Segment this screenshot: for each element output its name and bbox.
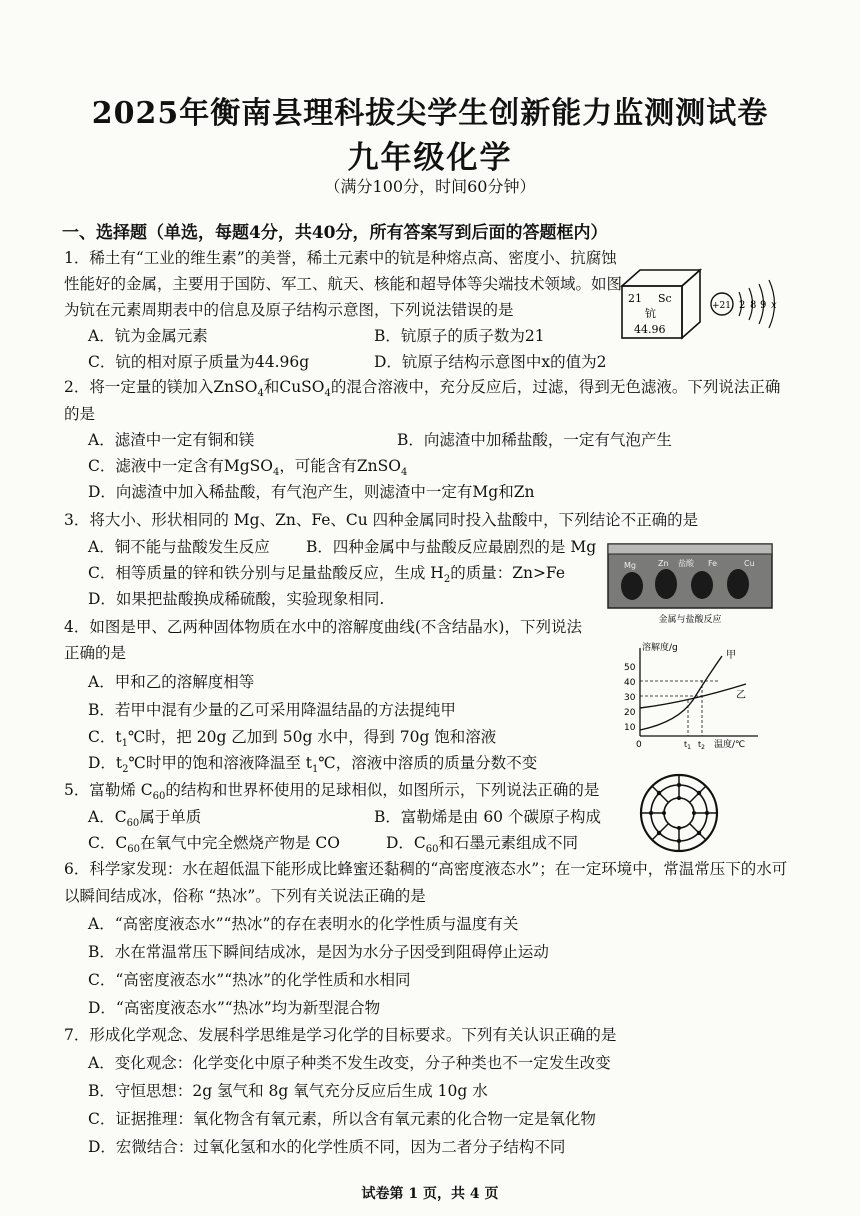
solubility-figure: [618, 640, 768, 752]
q3-option-d: D．如果把盐酸换成稀硫酸，实验现象相同.: [88, 590, 385, 608]
q4-stem-2: 正确的是: [64, 644, 127, 662]
q5-option-c: C．$C_{60}$在氧气中完全燃烧产物是 CO: [88, 834, 340, 856]
q3-option-b: B．四种金属中与盐酸反应最剧烈的是 Mg: [306, 538, 597, 556]
metal-acid-figure: [604, 540, 776, 630]
q4-option-b: B．若甲中混有少量的乙可采用降温结晶的方法提纯甲: [88, 701, 456, 719]
q6-stem-1: 6．科学家发现：水在超低温下能形成比蜂蜜还黏稠的“高密度液态水”；在一定环境中，常温常压下的水可: [64, 860, 788, 878]
element-mass: 44.96: [634, 323, 666, 336]
q5-option-d: D．$C_{60}$和石墨元素组成不同: [386, 834, 579, 856]
x-tick-t1: $t_1$: [684, 740, 691, 751]
label-mg: Mg: [624, 561, 636, 570]
q2-option-a: A．滤渣中一定有铜和镁: [88, 431, 255, 449]
fullerene-figure: [638, 772, 720, 854]
origin-label: 0: [636, 740, 642, 750]
element-symbol: Sc: [658, 292, 672, 305]
label-cu: Cu: [744, 559, 755, 568]
q6-option-d: D．“高密度液态水”“热冰”均为新型混合物: [88, 999, 381, 1017]
q1-stem-1: 1．稀土有“工业的维生素”的美誉，稀土元素中的钪是种熔点高、密度小、抗腐蚀: [64, 249, 617, 267]
q6-stem-2: 以瞬间结成冰，俗称 “热冰”。下列有关说法正确的是: [64, 887, 426, 905]
q2-option-b: B．向滤渣中加稀盐酸，一定有气泡产生: [397, 431, 672, 449]
y-tick-10: 10: [624, 723, 636, 733]
q1-option-d: D．钪原子结构示意图中x的值为2: [374, 353, 607, 371]
x-axis-label: 温度/℃: [714, 740, 746, 750]
q5-option-b: B．富勒烯是由 60 个碳原子构成: [374, 808, 601, 826]
y-axis-label: 溶解度/g: [642, 643, 678, 653]
shell-1-electrons: 2: [739, 300, 746, 311]
exam-info: （满分100分，时间60分钟）: [324, 177, 536, 196]
nucleus-charge: +21: [712, 301, 731, 311]
q5-option-a: A．$C_{60}$属于单质: [88, 808, 202, 830]
q4-option-a: A．甲和乙的溶解度相等: [88, 673, 255, 691]
shell-2-electrons: 8: [750, 300, 757, 311]
q4-stem-1: 4．如图是甲、乙两种固体物质在水中的溶解度曲线(不含结晶水)，下列说法: [64, 618, 582, 636]
element-number: 21: [628, 292, 642, 305]
shell-4-electrons: x: [771, 300, 777, 311]
q1-option-a: A．钪为金属元素: [88, 327, 208, 345]
q3-stem: 3．将大小、形状相同的 Mg、Zn、Fe、Cu 四种金属同时投入盐酸中，下列结论不正确的是: [64, 511, 699, 529]
q2-option-c: C．滤液中一定含有MgSO$_4$，可能含有ZnSO$_4$: [88, 457, 408, 479]
q7-stem: 7．形成化学观念、发展科学思维是学习化学的目标要求。下列有关认识正确的是: [64, 1026, 617, 1044]
label-fe: Fe: [708, 559, 718, 568]
shell-3-electrons: 9: [760, 300, 767, 311]
q3-option-a: A．铜不能与盐酸发生反应: [88, 538, 270, 556]
q2-option-d: D．向滤渣中加入稀盐酸，有气泡产生，则滤渣中一定有Mg和Zn: [88, 483, 535, 501]
q5-stem: 5．富勒烯 $C_{60}$的结构和世界杯使用的足球相似，如图所示，下列说法正确的是: [64, 781, 600, 803]
q6-option-c: C．“高密度液态水”“热冰”的化学性质和水相同: [88, 971, 411, 989]
q7-option-a: A．变化观念：化学变化中原子种类不发生改变，分子种类也不一定发生改变: [88, 1054, 611, 1072]
q2-stem-2: 的是: [64, 405, 96, 423]
figure-caption: 金属与盐酸反应: [658, 615, 722, 625]
y-tick-20: 20: [624, 708, 636, 718]
element-name: 钪: [645, 307, 656, 320]
y-tick-40: 40: [624, 678, 636, 688]
section-heading: 一、选择题（单选，每题4分，共40分，所有答案写到后面的答题框内）: [62, 223, 608, 243]
q3-option-c: C．相等质量的锌和铁分别与足量盐酸反应，生成 $H_2$的质量：Zn>Fe: [88, 564, 566, 586]
q2-stem-1: 2．将一定量的镁加入ZnSO$_4$和CuSO$_4$的混合溶液中，充分反应后，过滤，得到无色滤液。下列说法正确: [64, 378, 781, 400]
q1-option-b: B．钪原子的质子数为21: [374, 327, 545, 345]
q6-option-a: A．“高密度液态水”“热冰”的存在表明水的化学性质与温度有关: [88, 915, 519, 933]
curve-yi-label: 乙: [736, 690, 746, 701]
curve-jia-label: 甲: [726, 650, 736, 661]
label-acid: 盐酸: [678, 559, 694, 568]
exam-subject: 九年级化学: [347, 140, 513, 176]
q1-stem-2: 性能好的金属，主要用于国防、军工、航天、核能和超导体等尖端技术领域。如图: [64, 275, 623, 293]
q7-option-c: C．证据推理：氧化物含有氧元素，所以含有氧元素的化合物一定是氧化物: [88, 1110, 596, 1128]
y-tick-30: 30: [624, 693, 636, 703]
q1-option-c: C．钪的相对原子质量为44.96g: [88, 353, 310, 371]
x-tick-t2: $t_2$: [698, 740, 705, 751]
q7-option-b: B．守恒思想：2g 氢气和 8g 氧气充分反应后生成 10g 水: [88, 1082, 488, 1100]
scandium-figure: [612, 262, 782, 342]
exam-title: 2025年衡南县理科拔尖学生创新能力监测测试卷: [91, 96, 769, 131]
q4-option-d: D．$t_2℃$时甲的饱和溶液降温至 $t_1℃$，溶液中溶质的质量分数不变: [88, 754, 538, 776]
q1-stem-3: 为钪在元素周期表中的信息及原子结构示意图，下列说法错误的是: [64, 301, 514, 319]
label-zn: Zn: [658, 559, 669, 568]
y-tick-50: 50: [624, 663, 636, 673]
q4-option-c: C．$t_1℃$时，把 20g 乙加到 50g 水中，得到 70g 饱和溶液: [88, 728, 497, 750]
q6-option-b: B．水在常温常压下瞬间结成冰，是因为水分子因受到阻碍停止运动: [88, 943, 549, 961]
page-footer: 试卷第 1 页，共 4 页: [361, 1186, 499, 1202]
q7-option-d: D．宏微结合：过氧化氢和水的化学性质不同，因为二者分子结构不同: [88, 1138, 566, 1156]
curve-jia: [640, 656, 722, 730]
